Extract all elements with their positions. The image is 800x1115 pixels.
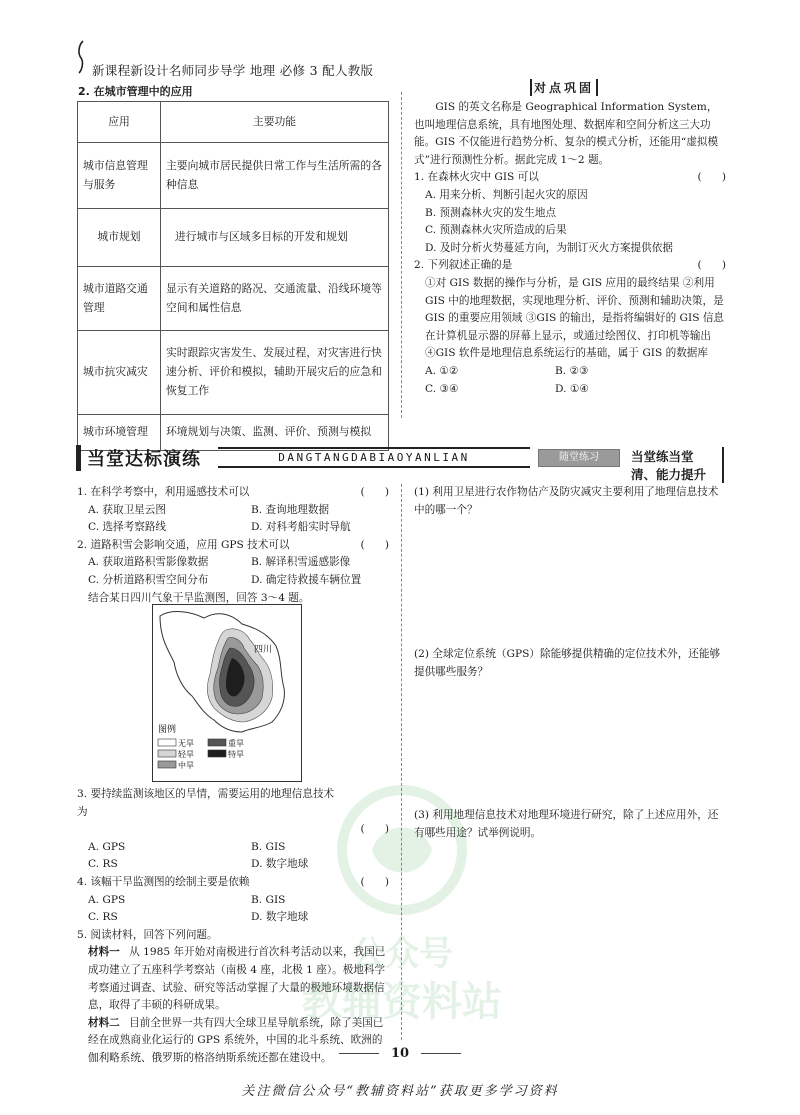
- table-cell-function: 进行城市与区域多目标的开发和规划: [161, 209, 389, 267]
- answer-bracket: ( ): [360, 823, 389, 836]
- table-header-cell: 应用: [78, 102, 161, 143]
- option-item: C. 预测森林火灾所造成的后果: [425, 224, 567, 237]
- drought-map: [152, 604, 302, 782]
- table-cell-function: 显示有关道路的路况、交通流量、沿线环境等空间和属性信息: [161, 267, 389, 331]
- banner-slogan: 当堂练当堂清、能力提升: [631, 447, 724, 483]
- map-region-label: 四川: [254, 645, 273, 655]
- option-row: [77, 502, 389, 520]
- legend-label: 无旱: [178, 739, 194, 748]
- option-item: A. 用来分析、判断引起火灾的原因: [425, 188, 588, 201]
- answer-bracket: ( ): [360, 486, 389, 498]
- material-label: 材料一: [88, 946, 120, 959]
- table-cell-app: 城市规划: [78, 209, 161, 267]
- answer-bracket: ( ): [360, 538, 389, 551]
- table-header-row: [78, 102, 389, 143]
- material-text: 目前全世界一共有四大全球卫星导航系统，除了美国已经在成熟商业化运行的 GPS 系统外，中国的北斗系统、欧洲的伽利略系统、俄罗斯的格洛纳斯系统还都在建设中。: [88, 1016, 384, 1064]
- option-item: C. RS: [88, 911, 118, 924]
- answer-bracket: ( ): [697, 171, 726, 184]
- banner-title: 当堂达标演练: [76, 445, 201, 471]
- question-text: 1. 在森林火灾中 GIS 可以: [414, 171, 539, 184]
- option-item: C. ③④: [425, 382, 459, 395]
- option-item: D. ①④: [555, 382, 589, 395]
- option-item: B. GIS: [251, 893, 286, 906]
- consolidation-heading: 对点巩固: [530, 79, 598, 96]
- option-item: B. GIS: [251, 840, 286, 853]
- table-cell-app: 城市抗灾减灾: [78, 331, 161, 415]
- legend-label: 中旱: [178, 761, 194, 770]
- sub-question: (2) 全球定位系统（GPS）除能够提供精确的定位技术外，还能够提供哪些服务？: [414, 648, 721, 678]
- option-item: A. ①②: [425, 364, 459, 377]
- legend-swatch-none: [158, 739, 176, 746]
- section-heading: 2. 在城市管理中的应用: [78, 85, 193, 98]
- legend-label: 重旱: [228, 739, 244, 748]
- option-item: A. 获取道路积雪影像数据: [88, 556, 209, 569]
- consolidation-block: [414, 99, 726, 398]
- option-row: [77, 519, 389, 537]
- option-row: [77, 554, 389, 572]
- legend-swatch-severe: [208, 739, 226, 746]
- option-item: D. 数字地球: [251, 911, 309, 924]
- option-item: A. GPS: [88, 893, 126, 906]
- option-item: B. 预测森林火灾的发生地点: [425, 206, 557, 219]
- option-item: D. 对科考船实时导航: [251, 521, 351, 534]
- legend-label: 轻旱: [178, 750, 194, 759]
- header-bracket-mark: [76, 40, 86, 74]
- question-text: 5. 阅读材料，回答下列问题。: [77, 928, 218, 941]
- option-item: B. ②③: [555, 364, 589, 377]
- table-cell-app: 城市环境管理: [78, 415, 161, 451]
- question-stem: [414, 257, 726, 275]
- question-body: ①对 GIS 数据的操作与分析，是 GIS 应用的最终结果 ②利用 GIS 中的地理数据，实现地理分析、评价、预测和辅助决策，是 GIS 的重要应用领域 ③GIS 的输出，是指将编辑好的 GIS 信息在计算机显示器的屏幕上显示，或通过绘图仪、打印机等输出 ④GIS 软件是地理信息系统运行的基础，属于 GIS 的数据库: [425, 276, 725, 360]
- option-item: A. GPS: [88, 840, 126, 853]
- table-cell-function: 环境规划与决策、监测、评价、预测与模拟: [161, 415, 389, 451]
- table-row: [78, 209, 389, 267]
- table-cell-app: 城市道路交通管理: [78, 267, 161, 331]
- legend-label: 特旱: [228, 750, 244, 759]
- option-item: C. RS: [88, 858, 118, 871]
- material-text: 从 1985 年开始对南极进行首次科考活动以来，我国已成功建立了五座科学考察站（南极 4 座，北极 1 座）。极地科学考察通过调查、试验、研究等活动掌握了大量的极地环境数据信息，取得了丰硕的科研成果。: [88, 946, 386, 1012]
- table-row: [78, 331, 389, 415]
- option-row: [77, 572, 389, 590]
- question-text: 1. 在科学考察中，利用遥感技术可以: [77, 486, 250, 498]
- option-item: B. 解译积雪遥感影像: [251, 556, 351, 569]
- application-table: [77, 101, 389, 451]
- legend-swatch-moderate: [158, 761, 176, 768]
- table-row: [78, 143, 389, 209]
- option-item: D. 及时分析火势蔓延方向，为制订灭火方案提供依据: [425, 241, 673, 254]
- question-stem: [414, 169, 726, 187]
- question-text: 2. 下列叙述正确的是: [414, 259, 513, 272]
- option-item: D. 确定待救援车辆位置: [251, 573, 362, 586]
- question-stem: [77, 484, 389, 502]
- material-label: 材料二: [88, 1016, 120, 1029]
- question-stem: [77, 537, 389, 555]
- page-number-value: 10: [390, 1046, 410, 1061]
- option-row: [414, 363, 726, 381]
- map-legend-title: 图例: [158, 725, 177, 735]
- consolidation-intro: GIS 的英文名称是 Geographical Information System，也叫地理信息系统，具有地图处理、数据库和空间分析这三大功能。GIS 不仅能进行趋势分析、复杂的模式分析，还能用“虚拟模式”进行预测性分析。据此完成 1～2 题。: [414, 101, 719, 166]
- question-text: 3. 要持续监测该地区的旱情，需要运用的地理信息技术为: [77, 788, 335, 818]
- table-cell-app: 城市信息管理与服务: [78, 143, 161, 209]
- question-text: 4. 该幅干旱监测图的绘制主要是依赖: [77, 875, 250, 888]
- map-intro: 结合某日四川气象干旱监测图，回答 3～4 题。: [88, 591, 310, 604]
- sub-question: (1) 利用卫星进行农作物估产及防灾减灾主要利用了地理信息技术中的哪一个？: [414, 486, 719, 516]
- option-row: [414, 381, 726, 399]
- section-banner: [76, 444, 724, 482]
- practice-left-column: [77, 484, 389, 607]
- table-header-cell: 主要功能: [161, 102, 389, 143]
- banner-pinyin: DANGTANGDABIAOYANLIAN: [218, 447, 530, 468]
- table-row: [78, 267, 389, 331]
- option-item: B. 查询地理数据: [251, 503, 330, 516]
- answer-bracket: ( ): [697, 259, 726, 272]
- running-header-title: 新课程新设计名师同步导学 地理 必修 3 配人教版: [92, 63, 374, 78]
- table-cell-function: 主要向城市居民提供日常工作与生活所需的各种信息: [161, 143, 389, 209]
- watermark: [282, 760, 522, 1060]
- legend-swatch-extreme: [208, 750, 226, 757]
- sub-question: (3) 利用地理信息技术对地理环境进行研究，除了上述应用外，还有哪些用途？试举例说明。: [414, 809, 719, 839]
- legend-swatch-light: [158, 750, 176, 757]
- option-item: D. 数字地球: [251, 858, 309, 871]
- watermark-text: 教辅资料站: [302, 979, 502, 1025]
- option-item: C. 分析道路积雪空间分布: [88, 573, 209, 586]
- column-divider: [401, 92, 402, 418]
- footer-note: 关注微信公众号“教辅资料站”获取更多学习资料: [241, 1084, 559, 1099]
- question-text: 2. 道路积雪会影响交通，应用 GPS 技术可以: [77, 538, 290, 551]
- option-item: A. 获取卫星云图: [88, 503, 166, 516]
- page-number: [0, 1046, 800, 1061]
- option-item: C. 选择考察路线: [88, 521, 167, 534]
- banner-tag: 随堂练习: [538, 449, 620, 467]
- table-cell-function: 实时跟踪灾害发生、发展过程，对灾害进行快速分析、评价和模拟，辅助开展灾后的应急和恢复工作: [161, 331, 389, 415]
- answer-bracket: ( ): [360, 875, 389, 888]
- watermark-text: 公众号: [351, 934, 453, 974]
